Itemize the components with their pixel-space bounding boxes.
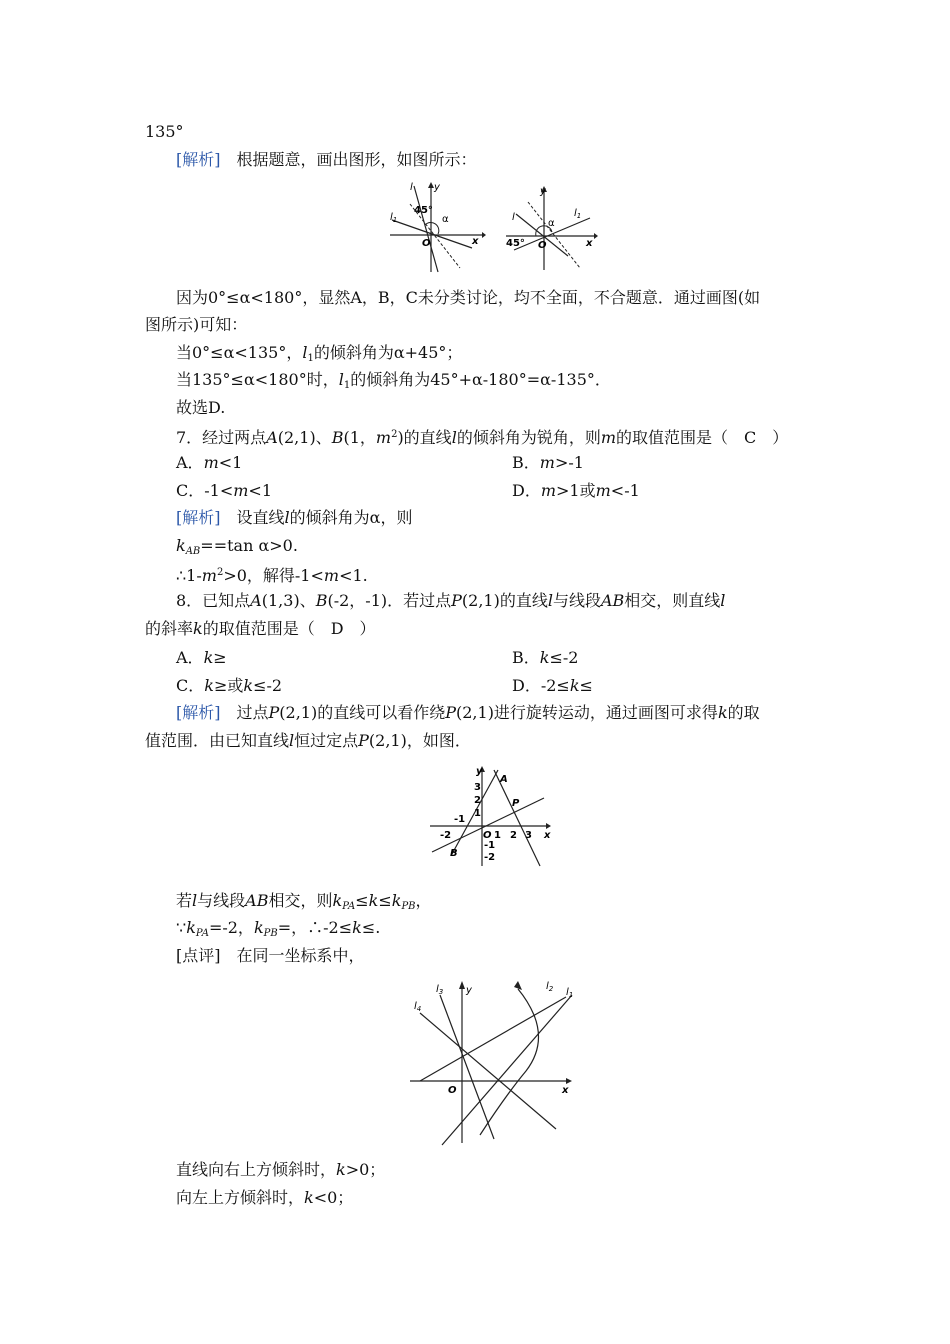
svg-text:y: y xyxy=(434,182,440,193)
analysis-7-slope: $k_{AB}==\tan$ α>0. xyxy=(176,536,298,557)
line-answer-d: 故选D. xyxy=(176,398,226,417)
svg-text:2: 2 xyxy=(510,830,517,841)
svg-text:1: 1 xyxy=(494,830,501,841)
svg-text:2: 2 xyxy=(474,795,481,806)
svg-text:-2: -2 xyxy=(484,852,496,863)
svg-text:O: O xyxy=(422,238,431,249)
svg-text:O: O xyxy=(538,240,547,251)
svg-text:-1: -1 xyxy=(484,840,496,851)
q8-option-d: D．-2≤k≤ xyxy=(512,676,593,695)
figure-lines xyxy=(406,975,581,1150)
line-because-a: 因为0°≤α<180°，显然A，B，C未分类讨论，均不全面，不合题意．通过画图(如 xyxy=(176,288,761,307)
label-l4: $l_4$ xyxy=(414,1001,422,1013)
figure-angle-left-svg xyxy=(386,180,486,275)
svg-text:l: l xyxy=(512,212,515,223)
line-because-b: 图所示)可知： xyxy=(145,315,248,334)
figure-lines-svg xyxy=(406,975,581,1150)
svg-text:P: P xyxy=(512,798,520,809)
q7-option-b: B．m>-1 xyxy=(512,453,584,472)
svg-text:α: α xyxy=(548,218,555,229)
analysis-tag: [解析] xyxy=(176,150,221,169)
comment-tag: [点评] xyxy=(176,946,221,965)
svg-text:1: 1 xyxy=(474,808,481,819)
analysis-7-solve: $\therefore 1-m^2>0$，解得-1<m<1. xyxy=(176,566,368,585)
line-l1 xyxy=(392,220,472,248)
svg-text:3: 3 xyxy=(474,782,481,793)
x-arrow xyxy=(594,233,598,239)
q8-option-c: C．k≥或k≤-2 xyxy=(176,676,283,695)
q8-option-a: A．k≥ xyxy=(176,648,227,667)
svg-text:O: O xyxy=(448,1085,457,1096)
label-l1: $l_1$ xyxy=(566,987,574,999)
figure-angle-left xyxy=(386,180,486,275)
line-135: 135° xyxy=(145,122,184,141)
analysis-1: [解析] 根据题意，画出图形，如图所示： xyxy=(176,150,477,169)
question-8: 8．已知点A(1,3)、B(-2，-1)．若过点P(2,1)的直线l与线段AB相交，则直线l xyxy=(176,591,726,610)
q7-option-a: A．m<1 xyxy=(176,453,243,472)
svg-text:x: x xyxy=(472,236,479,247)
question-8-b: 的斜率k的取值范围是（ D ） xyxy=(145,619,376,638)
svg-text:O: O xyxy=(483,830,492,841)
q8-option-b: B．k≤-2 xyxy=(512,648,579,667)
svg-text:y: y xyxy=(476,766,483,777)
q7-option-c: C．-1<m<1 xyxy=(176,481,273,500)
line-l1 xyxy=(420,997,566,1081)
rotation-arc xyxy=(480,989,539,1135)
result-line-2: $\because k_{PA}=-2$，$k_{PB}=$，∴-2≤k≤. xyxy=(176,918,381,939)
y-arrow xyxy=(459,981,465,989)
svg-text:45°: 45° xyxy=(506,238,525,249)
x-arrow xyxy=(482,232,486,238)
label-l1: $l_1$ xyxy=(574,208,582,220)
result-line-1: 若l与线段AB相交，则$k_{PA}\le k\le k_{PB}$， xyxy=(176,891,432,912)
question-7: 7．经过两点A(2,1)、B(1，$m^2$)的直线l的倾斜角为锐角，则m的取值范围是（ C ） xyxy=(176,428,789,447)
svg-text:l: l xyxy=(410,182,413,193)
line-l3 xyxy=(440,995,494,1139)
label-l2: $l_2$ xyxy=(546,981,554,993)
line-case-1: 当0°≤α<135°，$l_1$的倾斜角为α+45°； xyxy=(176,343,463,364)
analysis-8: [解析] 过点P(2,1)的直线可以看作绕P(2,1)进行旋转运动，通过画图可求得k的取 xyxy=(176,703,760,722)
rotation-arrow xyxy=(514,981,522,990)
analysis-tag: [解析] xyxy=(176,703,221,722)
label-l3: $l_3$ xyxy=(436,984,444,996)
svg-text:y: y xyxy=(466,985,472,996)
x-arrow xyxy=(546,823,551,829)
final-line-1: 直线向右上方倾斜时，k>0； xyxy=(176,1160,386,1179)
svg-text:y: y xyxy=(540,186,546,197)
svg-text:-2: -2 xyxy=(440,830,452,841)
figure-angle-right-svg xyxy=(502,184,602,274)
svg-text:A: A xyxy=(500,774,508,785)
q7-option-d: D．m>1或m<-1 xyxy=(512,481,640,500)
svg-text:x: x xyxy=(562,1085,569,1096)
line-case-2: 当135°≤α<180°时，$l_1$的倾斜角为45°+α-180°=α-135°． xyxy=(176,370,611,391)
analysis-7: [解析] 设直线l的倾斜角为α，则 xyxy=(176,508,413,527)
svg-text:45°: 45° xyxy=(414,205,433,216)
analysis-8-b: 值范围．由已知直线l恒过定点P(2,1)，如图． xyxy=(145,731,471,750)
svg-text:B: B xyxy=(450,848,458,859)
svg-text:3: 3 xyxy=(525,830,532,841)
figure-segment-ab-svg xyxy=(426,760,556,870)
figure-angle-right xyxy=(502,184,602,274)
final-line-2: 向左上方倾斜时，k<0； xyxy=(176,1188,354,1207)
svg-text:x: x xyxy=(544,830,551,841)
analysis-tag: [解析] xyxy=(176,508,221,527)
x-arrow xyxy=(566,1078,572,1084)
svg-text:α: α xyxy=(442,214,449,225)
figure-segment-ab xyxy=(426,760,556,870)
svg-text:-1: -1 xyxy=(454,814,466,825)
svg-text:x: x xyxy=(586,238,593,249)
comment-line: [点评] 在同一坐标系中， xyxy=(176,946,365,965)
line-l4 xyxy=(420,1013,556,1129)
label-l1: $l_1$ xyxy=(390,212,398,224)
